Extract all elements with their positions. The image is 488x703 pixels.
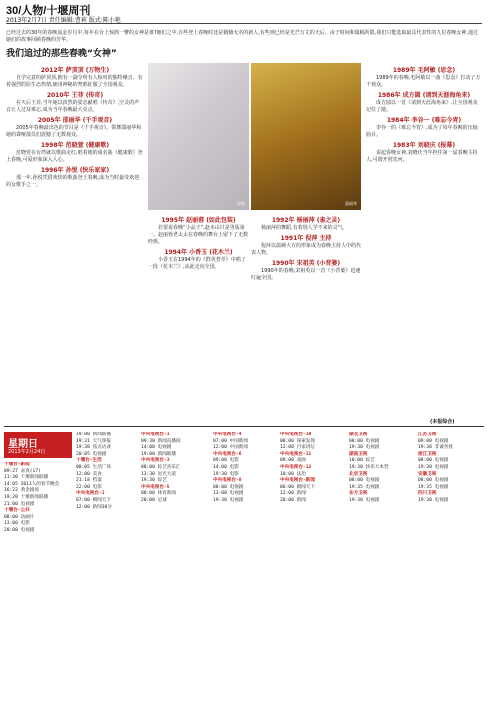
tv-column [76,432,139,700]
tv-program: 07:00 中国新闻 [213,438,248,444]
tv-guide-header [4,432,72,458]
section-divider [4,426,484,427]
section-heading: 1991年 倪萍 主持 [280,235,332,242]
page-header [6,2,482,24]
tv-program: 09:30 新闻直播间 [141,438,181,444]
section-heading: 1986年 成方圆 (请到天涯海角来) [377,92,471,99]
tv-program: 19:30 电视剧 [213,497,244,503]
article-title: 我们追过的那些春晚“女神” [6,49,117,59]
section-body: 说起春晚女神,刘晓庆当年担任第一届春晚主持人,可谓开创先河。 [366,150,478,163]
section-body: 倪萍以温婉大方的形象成为春晚主持人中的代表人物。 [251,243,361,256]
tv-program: 08:00 探索发现 [280,438,315,444]
tv-program: 19:35 电视剧 [349,484,380,490]
tv-channel: 中央电视台-3 [141,458,170,464]
tv-program: 19:00 新闻联播 [141,451,176,457]
tv-program: 14:00 电视剧 [141,445,172,451]
tv-channel: 北京卫视 [349,471,368,477]
tv-program: 08:00 动画片 [4,514,35,520]
tv-program: 14:00 电影 [213,464,239,470]
issue-meta: 2013年2月7日 责任编辑:曹莉 版式:陈小艳 [6,17,121,24]
tv-program: 09:00 戏曲 [280,458,306,464]
section-heading: 1996年 孙悦 (快乐家家) [40,167,110,174]
tv-program: 09:27 求真(17) [4,468,41,474]
section-body: 杨丽萍的舞蹈,有着别人学不来的灵气。 [261,225,348,231]
section-body: 小香玉在1994年的《群英荟萃》中唱了一段《花木兰》,从此走向全国。 [148,257,246,270]
tv-channel: 中央电视台-1 [141,432,170,437]
tv-program: 19:30 电视剧 [418,464,449,470]
tv-channel: 湖南卫视 [349,451,368,457]
tv-program: 19:30 综艺 [141,478,167,484]
tv-program: 08:00 体育新闻 [141,491,176,497]
tv-program: 19:30 快乐大本营 [349,464,389,470]
tv-program: 13:00 电视剧 [213,491,244,497]
tv-channel: 中央电视台-5 [141,484,170,490]
tv-program: 20:05 电视剧 [76,451,107,457]
tv-channel: 江苏卫视 [418,432,437,437]
tv-program: 10:00 法治 [280,471,306,477]
tv-program: 19:30 电视剧 [349,445,380,451]
tv-program: 13:00 电影 [4,521,30,527]
tv-weekday: 星期日 [8,439,38,450]
section-heading: 1998年 范晓萱 (健康歌) [40,142,110,149]
section-heading: 1984年 李谷一 (难忘今宵) [386,117,462,124]
tv-channel: 中央电视台-新闻 [280,478,315,484]
tv-program: 08:00 电视剧 [418,458,449,464]
tv-channel: 浙江卫视 [418,451,437,457]
tv-date: 2013年2月24日 [8,449,46,455]
right-column [366,64,482,416]
tv-channel: 中央电视台-8 [213,478,242,484]
section-heading: 1994年 小香玉 (花木兰) [164,249,233,256]
tv-channel: 中央电视台-6 [213,451,242,457]
tv-channel: 中央电视台-11 [280,451,312,457]
photo-caption: 邵丽华 [345,201,357,206]
lead-paragraph: 已经过去的30年的春晚流金岁月中,每年在台上惊鸿一瞥的女神是谁?她们之中,有些登上春晚时还是籍籍无名的新人,有些则已经是光芒万丈的天后。由于时间和篇幅所限,我们只能选取最具代表性的九位春晚女神,通过她们的故事回顾春晚的芳华。 [6,30,478,43]
section-body: 若要说春晚“小品王”,赵本山只是男版第一。赵丽蓉老太太在春晚的舞台上留下了无数经典。 [148,225,249,245]
left-column [6,64,144,420]
tv-program: 20:00 电视剧 [4,527,35,533]
section-heading: 1983年 刘晓庆 (报幕) [392,142,456,149]
tv-program: 19:38 焦点访谈 [76,445,111,451]
section-body: 1990年的春晚,宋祖英以一首《小背篓》迅速红遍全国。 [251,268,361,281]
tv-channel: 十堰台-新闻 [4,462,30,467]
tv-program: 12:00 美食 [76,471,102,477]
tv-column [141,432,211,700]
photo-dancer [251,63,361,210]
tv-program: 07:00 朝闻天下 [76,497,111,503]
tv-program: 12:00 中国新闻 [213,445,248,451]
tv-program: 13:30 星光大道 [141,471,176,477]
tv-program: 19:31 天气预报 [76,438,111,444]
section-heading: 1992年 杨丽萍 (雀之灵) [271,217,341,224]
section-body: 李谷一的《难忘今宵》,成为了每年春晚的压轴曲目。 [366,125,478,138]
tv-program: 08:00 电视剧 [349,438,380,444]
section-body: 在天后王菲,当年她以淡然的姿态献唱《传奇》,空灵的声音让人过耳难忘,成为当年春晚最大亮点。 [6,100,140,113]
tv-channel: 中央电视台-10 [280,432,312,437]
tv-program: 16:22 黄金剧场 [4,488,39,494]
middle-column-1 [148,214,249,420]
tv-program: 10:00 综艺 [349,458,375,464]
tv-program: 09:00 电影 [213,458,239,464]
source-note: (本报综合) [430,419,455,425]
middle-column-2 [251,214,361,420]
tv-program: 09:00 电视剧 [418,438,449,444]
photo-caption: 孙悦 [237,201,245,206]
tv-channel: 四川卫视 [418,491,437,497]
tv-channel: 十堰台-公共 [4,508,30,514]
section-heading: 2012年 萨顶顶 (万物生) [40,67,110,74]
tv-column [213,432,278,700]
tv-program: 19:00 新闻联播 [76,432,111,437]
tv-program: 22:00 电影 [76,484,102,490]
section-body: 自学完意的萨顶顶,拥有一副令所有人惊叹的独特嗓音。有着强烈的原生态热情,她用神秘的梵唱征服了全国观众。 [6,75,143,88]
tv-program: 19:30 非诚勿扰 [418,445,453,451]
tv-program: 12:00 百家讲坛 [280,445,315,451]
tv-channel: 中央电视台-4 [213,432,242,437]
tv-program: 19:35 电视剧 [418,484,449,490]
tv-column [280,432,347,700]
tv-program: 08:05 生活广场 [76,464,111,470]
tv-channel: 中央电视台-12 [280,464,312,470]
section-title: 30/人物/十堰周刊 [6,5,91,17]
section-body: 1989年的春晚,毛阿敏以一曲《思念》打动了万千观众。 [366,75,481,88]
section-heading: 2005年 邵丽华 (千手观音) [37,117,113,124]
tv-program: 12:00 新闻30分 [76,504,112,510]
tv-program: 19:20 十堰新闻联播 [4,494,49,500]
tv-program: 12:00 新闻 [280,491,306,497]
tv-channel: 东方卫视 [349,491,368,497]
section-heading: 1990年 宋祖英 (小背篓) [271,260,341,267]
tv-channel: 十堰台-生活 [76,458,102,464]
section-heading: 1995年 赵丽蓉 (如此包装) [161,217,236,224]
tv-program: 19:30 电视剧 [349,497,380,503]
tv-program: 19:30 电视剧 [418,497,449,503]
tv-column [4,462,74,700]
tv-program: 21:00 电视剧 [4,501,35,507]
section-body: 2005年春晚最出色的节目是《千手观音》。领舞邵丽华和她的聋哑演员们震撼了无数观众。 [6,125,142,138]
section-body: 那一年,孙悦凭借欢快的歌曲登上春晚,成为当时最受欢迎的女歌手之一。 [6,175,140,188]
tv-program: 08:00 综艺喜乐汇 [141,464,181,470]
section-body: 范晓萱在台湾就以歌曲走红,唱着她的成名曲《健康歌》登上春晚,可爱形象深入人心。 [6,150,143,163]
photo-singer [148,63,249,210]
section-heading: 1989年 毛阿敏 (思念) [392,67,456,74]
tv-program: 21:18 档案 [76,478,102,484]
tv-column [418,432,484,700]
tv-channel: 中央电视台-1 [76,491,105,497]
tv-program: 20:00 足球 [141,497,167,503]
tv-program: 08:00 电视剧 [418,478,449,484]
tv-program: 08:00 电视剧 [213,484,244,490]
tv-program: 20:00 新闻 [280,497,306,503]
tv-channel: 安徽卫视 [418,471,437,477]
tv-channel: 湖北卫视 [349,432,368,437]
section-body: 成方圆以一首《请到天涯海角来》,让全国观众记住了她。 [366,100,478,113]
section-heading: 2010年 王菲 (传奇) [46,92,104,99]
tv-program: 08:00 电视剧 [349,478,380,484]
tv-program: 19:30 电影 [213,471,239,477]
tv-column [349,432,416,700]
tv-program: 11:30 十堰新闻联播 [4,475,49,481]
tv-program: 14:05 2013人的春节晚会 [4,481,60,487]
tv-program: 06:00 朝闻天下 [280,484,315,490]
